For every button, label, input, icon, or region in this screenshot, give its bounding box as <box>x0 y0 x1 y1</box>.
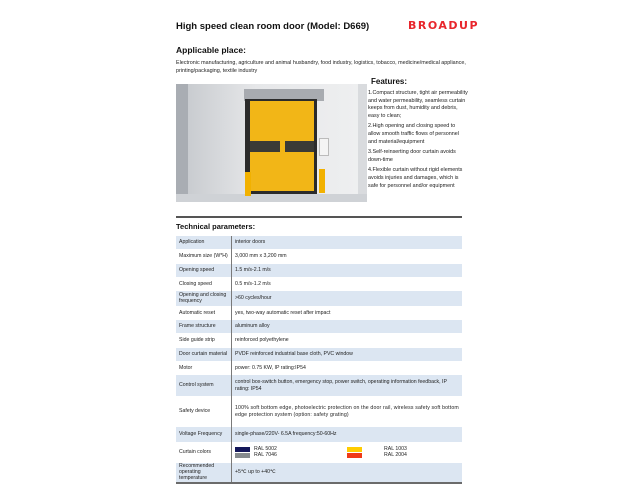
swatch-labels <box>254 446 277 458</box>
param-key: Motor <box>176 361 232 376</box>
swatch-column <box>347 447 362 458</box>
param-key: Safety device <box>176 396 232 427</box>
param-value: aluminum alloy <box>235 323 270 330</box>
table-row <box>176 264 462 277</box>
table-row <box>176 277 462 292</box>
swatch-ral-2004 <box>347 453 362 458</box>
product-title: High speed clean room door (Model: D669) <box>176 21 370 32</box>
photo-bollard-right <box>319 169 325 193</box>
feature-item: 3.Self-reinserting door curtain avoids down-time <box>368 149 456 163</box>
swatch-label: RAL 5002 <box>254 446 277 452</box>
section-divider <box>176 216 462 218</box>
swatch-ral-7046 <box>235 453 250 458</box>
table-row <box>176 442 462 463</box>
table-row <box>176 361 462 376</box>
table-row <box>176 291 462 306</box>
swatch-group-left <box>235 446 347 458</box>
applicable-heading: Applicable place: <box>176 45 246 55</box>
param-value: 1.5 m/s-2.1 m/s <box>235 266 271 273</box>
param-key: Curtain colors <box>176 442 232 463</box>
table-row <box>176 348 462 361</box>
param-key: Maximum size (W*H) <box>176 249 232 264</box>
swatch-group-right <box>347 446 459 458</box>
table-row <box>176 427 462 442</box>
param-key: Automatic reset <box>176 306 232 321</box>
param-value: 3,000 mm x 3,200 mm <box>235 253 287 260</box>
param-key: Application <box>176 236 232 249</box>
table-row <box>176 375 462 396</box>
param-value: reinforced polyethylene <box>235 337 289 344</box>
swatch-ral-5002 <box>235 447 250 452</box>
param-value: interior doors <box>235 239 266 246</box>
param-key: Closing speed <box>176 277 232 292</box>
color-swatches <box>235 446 459 458</box>
param-key: Door curtain material <box>176 348 232 361</box>
param-value: yes, two-way automatic reset after impact <box>235 309 331 316</box>
photo-window-right <box>285 141 314 152</box>
param-value: single-phase/220V- 6.5A frequency:50-60Hz <box>235 431 337 438</box>
feature-item: 1.Compact structure, tight air permeability and water permeability, seamless curtain keeps from dust, humidity and debris, easy to clean; <box>368 90 468 119</box>
swatch-label: RAL 1003 <box>384 446 407 452</box>
product-photo <box>176 84 367 202</box>
table-row <box>176 463 462 482</box>
swatch-ral-1003 <box>347 447 362 452</box>
param-value: 100% soft bottom edge, photoelectric protection on the door rail, wireless safety soft bottom edge protection system (option: safety grating) <box>235 405 459 418</box>
param-key: Voltage Frequency <box>176 427 232 442</box>
param-key: Opening speed <box>176 264 232 277</box>
technical-heading: Technical parameters: <box>176 222 256 231</box>
bottom-divider <box>176 482 462 484</box>
product-sheet <box>174 0 480 482</box>
swatch-label: RAL 7046 <box>254 452 277 458</box>
brand-logo: BROADUP <box>408 19 480 32</box>
photo-bollard-left <box>245 172 251 196</box>
param-value: PVDF reinforced industrial base cloth, PVC window <box>235 350 353 357</box>
feature-item: 2.High opening and closing speed to allow smooth traffic flows of personnel and material/equipment <box>368 123 459 145</box>
table-row <box>176 320 462 333</box>
table-row <box>176 306 462 321</box>
param-key: Recommended operating temperature <box>176 463 232 482</box>
feature-item: 4.Flexible curtain without rigid elements avoids injuries and damages, which is safe for personnel and/or equipment <box>368 167 463 189</box>
param-key: Frame structure <box>176 320 232 333</box>
param-key: Opening and closing frequency <box>176 291 232 306</box>
swatch-labels <box>384 446 407 458</box>
photo-window-left <box>250 141 280 152</box>
param-value: control box-switch button, emergency stop, power switch, operating information feedback, IP rating: IP54 <box>235 379 447 392</box>
photo-control-box <box>319 138 329 156</box>
param-value: +5℃ up to +40℃ <box>235 468 276 475</box>
photo-floor <box>176 194 367 202</box>
param-key: Control system <box>176 375 232 396</box>
applicable-text: Electronic manufacturing, agriculture and animal husbandry, food industry, logistics, tobacco, medicine/medical appliance, printing/packaging, textile industry <box>176 60 466 74</box>
table-row <box>176 396 462 427</box>
param-value: >60 cycles/hour <box>235 295 272 302</box>
photo-left-post <box>176 84 188 202</box>
table-bottom-rule <box>176 482 462 484</box>
param-key: Side guide strip <box>176 333 232 348</box>
technical-parameters-table <box>176 236 462 484</box>
features-heading: Features: <box>371 77 408 86</box>
features-list <box>368 90 468 193</box>
param-value: power: 0.75 KW, IP rating:IP54 <box>235 364 306 371</box>
table-row <box>176 236 462 249</box>
swatch-label: RAL 2004 <box>384 452 407 458</box>
table-row <box>176 249 462 264</box>
table-row <box>176 333 462 348</box>
swatch-column <box>235 447 250 458</box>
curtain-colors-cell <box>232 442 463 463</box>
param-value: 0.5 m/s-1.2 m/s <box>235 280 271 287</box>
